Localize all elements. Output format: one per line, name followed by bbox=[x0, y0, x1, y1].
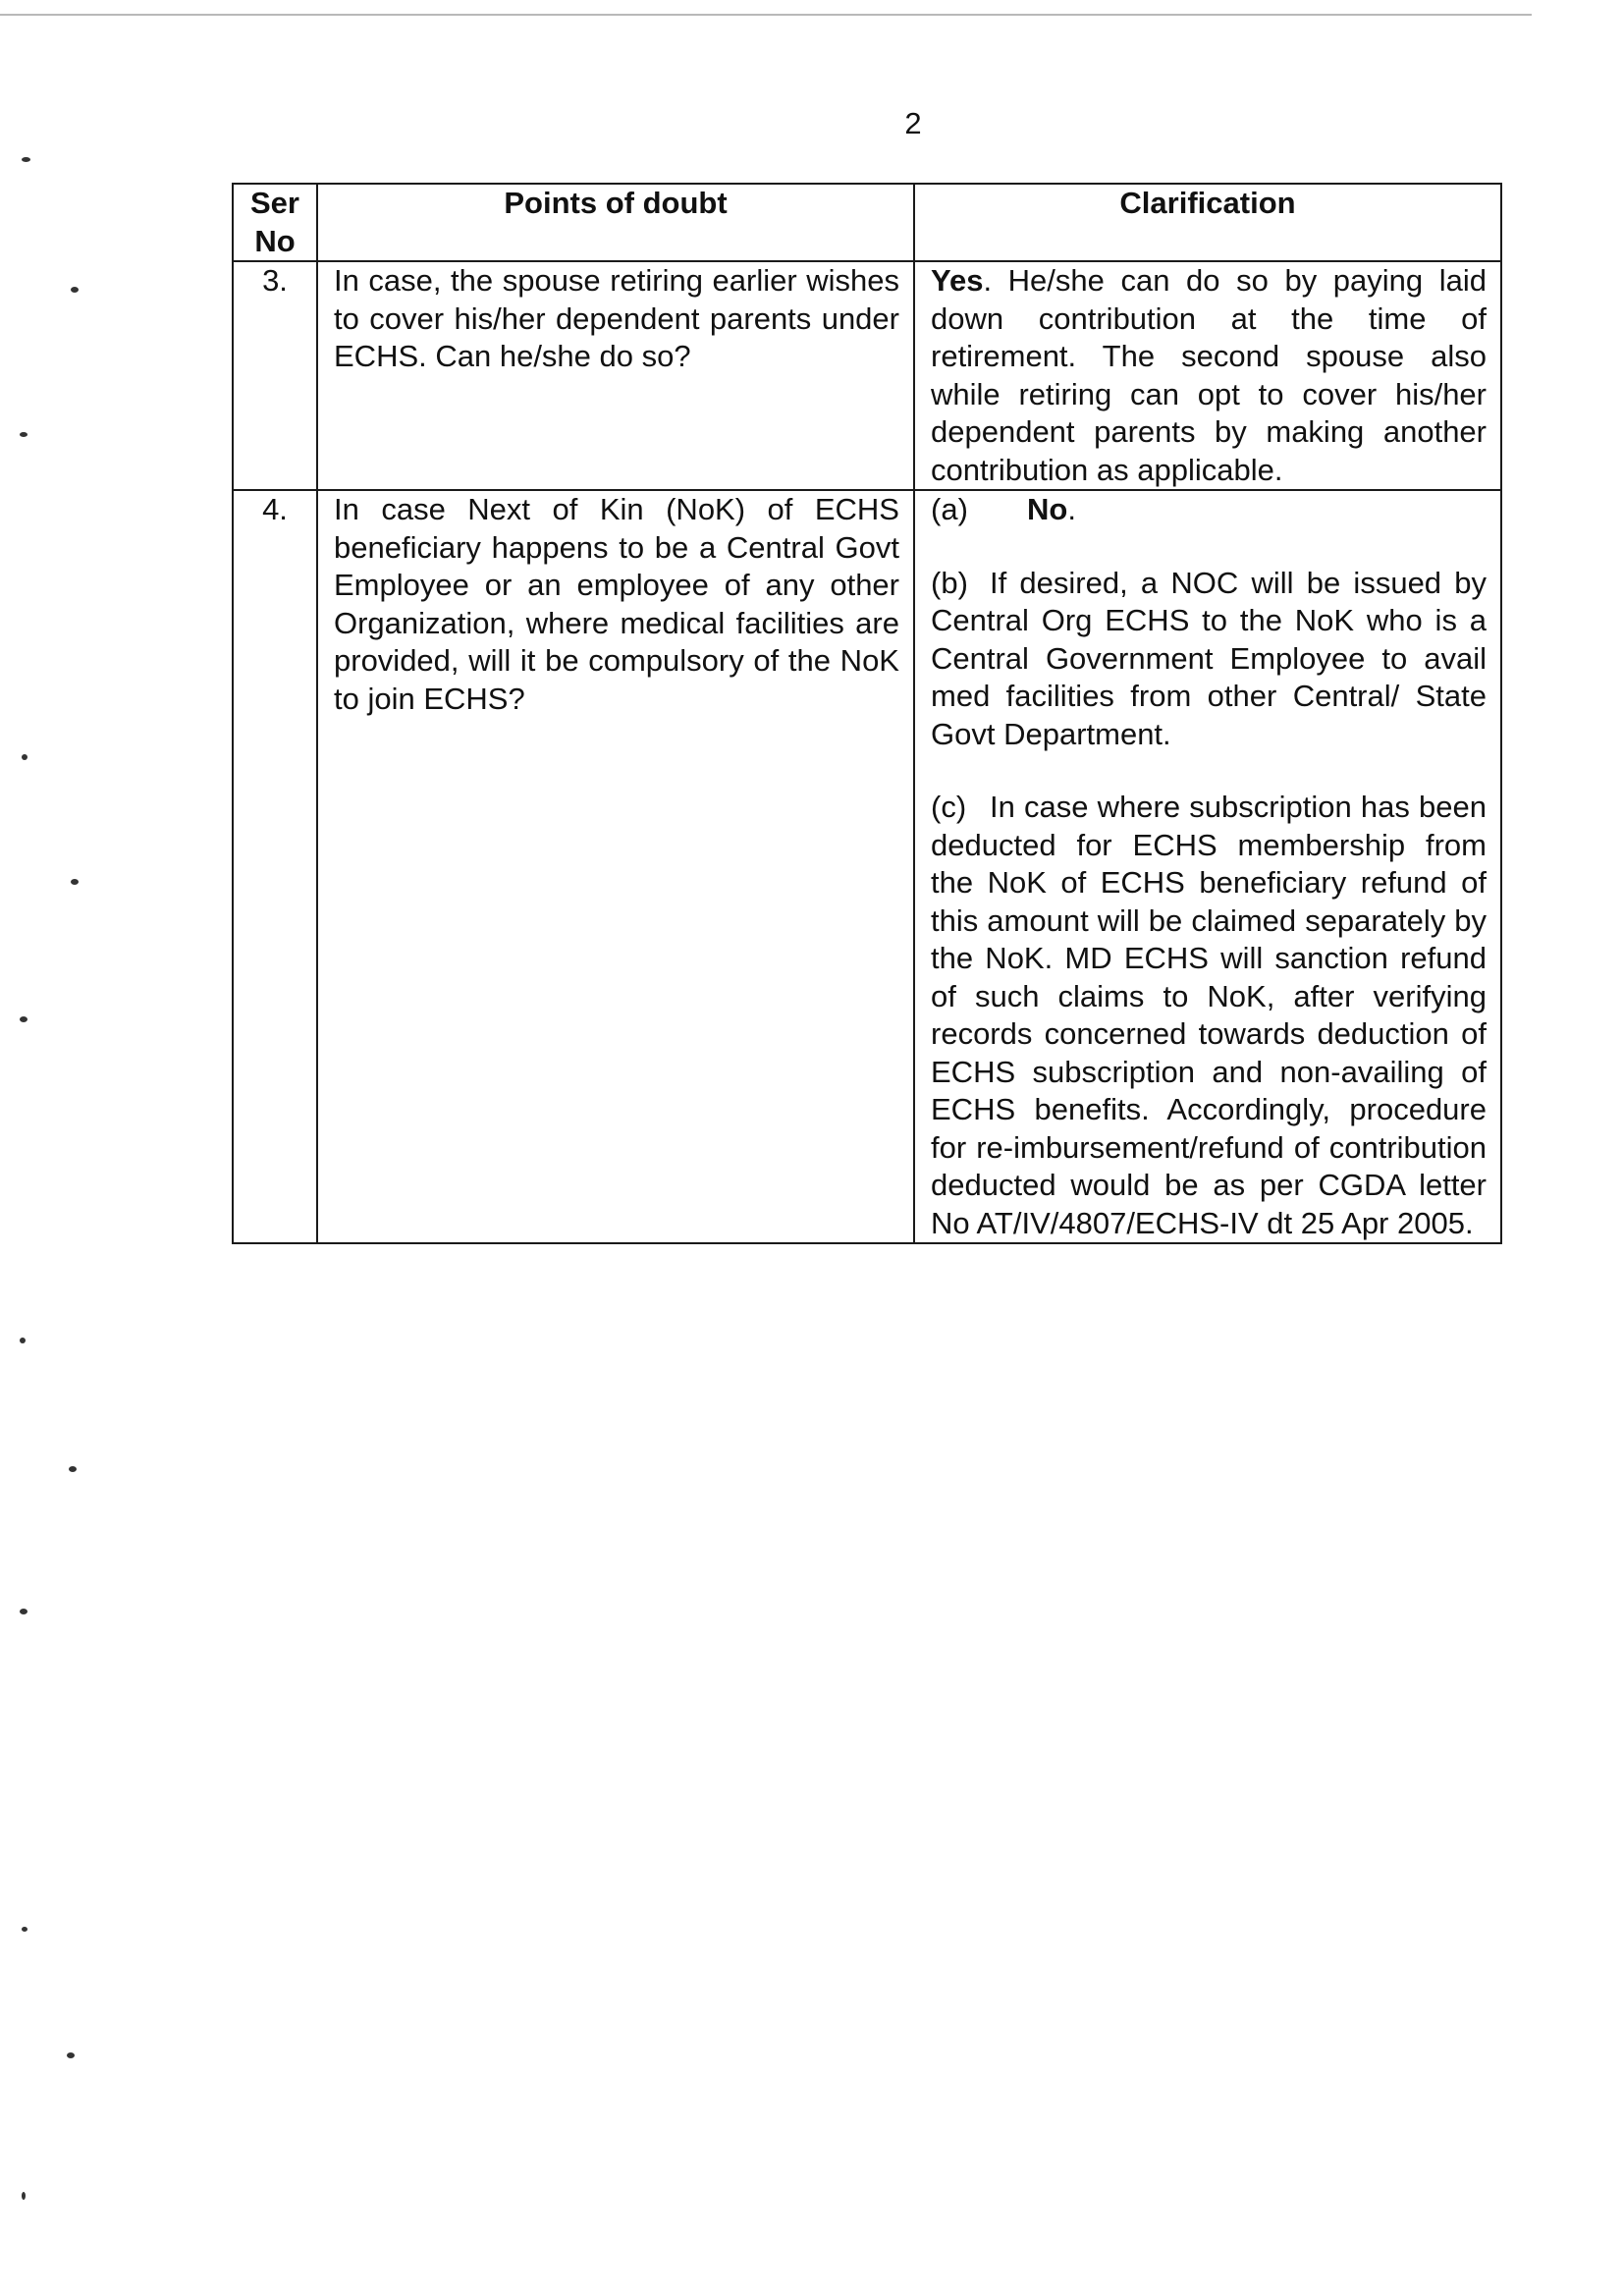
scan-speck bbox=[69, 1466, 77, 1472]
header-points-of-doubt: Points of doubt bbox=[317, 184, 914, 261]
scan-speck bbox=[20, 1338, 26, 1343]
item-c-label: (c) bbox=[931, 790, 967, 824]
scan-speck bbox=[71, 287, 79, 293]
clarification-cell bbox=[914, 490, 1501, 1243]
scan-speck bbox=[71, 879, 79, 885]
scan-speck bbox=[22, 754, 27, 760]
scan-speck bbox=[67, 2052, 75, 2058]
header-clarification: Clarification bbox=[914, 184, 1501, 261]
clarification-item-a bbox=[931, 491, 1487, 529]
item-a-label: (a) bbox=[931, 492, 968, 526]
clarification-item-b bbox=[931, 565, 1487, 754]
clarification-text: . He/she can do so by paying laid down contribution at the time of retirement. The second spouse also while retiring can opt to cover his/her dependent parents by making another contribution as applicable. bbox=[931, 263, 1487, 487]
answer-no: No bbox=[1027, 492, 1068, 526]
scan-speck bbox=[20, 1016, 27, 1022]
item-a-tail: . bbox=[1067, 492, 1076, 526]
table-row bbox=[233, 261, 1501, 490]
clarification-paragraph bbox=[931, 262, 1487, 489]
item-c-text: In case where subscription has been deducted for ECHS membership from the NoK of ECHS beneficiary refund of this amount will be claimed separately by the NoK. MD ECHS will sanction refund of such claims to NoK, after verifying records concerned towards deduction of ECHS subscription and non-availing of ECHS benefits. Accordingly, procedure for re-imbursement/refund of contribution deducted would be as per CGDA letter No AT/IV/4807/ECHS-IV dt 25 Apr 2005. bbox=[931, 790, 1487, 1240]
scan-speck bbox=[20, 1609, 27, 1614]
clarification-cell bbox=[914, 261, 1501, 490]
answer-yes: Yes bbox=[931, 263, 984, 298]
ser-number-cell: 4. bbox=[233, 490, 317, 1243]
page-number: 2 bbox=[904, 106, 922, 140]
item-b-label: (b) bbox=[931, 565, 968, 600]
doubt-cell: In case Next of Kin (NoK) of ECHS beneficiary happens to be a Central Govt Employee or an employee of any other Organization, where medical facilities are provided, will it be compulsory of the NoK to join ECHS? bbox=[317, 490, 914, 1243]
ser-number-cell: 3. bbox=[233, 261, 317, 490]
doubt-cell: In case, the spouse retiring earlier wishes to cover his/her dependent parents under ECHS. Can he/she do so? bbox=[317, 261, 914, 490]
table-row bbox=[233, 490, 1501, 1243]
header-ser-no: Ser No bbox=[233, 184, 317, 261]
item-b-text: If desired, a NOC will be issued by Central Org ECHS to the NoK who is a Central Government Employee to avail med facilities from other Central/ State Govt Department. bbox=[931, 565, 1487, 751]
scan-speck bbox=[22, 1927, 27, 1932]
doubts-clarification-table bbox=[232, 183, 1502, 1244]
table-header-row bbox=[233, 184, 1501, 261]
clarification-item-c bbox=[931, 789, 1487, 1242]
scan-speck bbox=[22, 157, 30, 162]
scan-top-edge-line bbox=[0, 14, 1532, 16]
scan-speck bbox=[20, 432, 27, 437]
scan-speck bbox=[22, 2192, 26, 2200]
